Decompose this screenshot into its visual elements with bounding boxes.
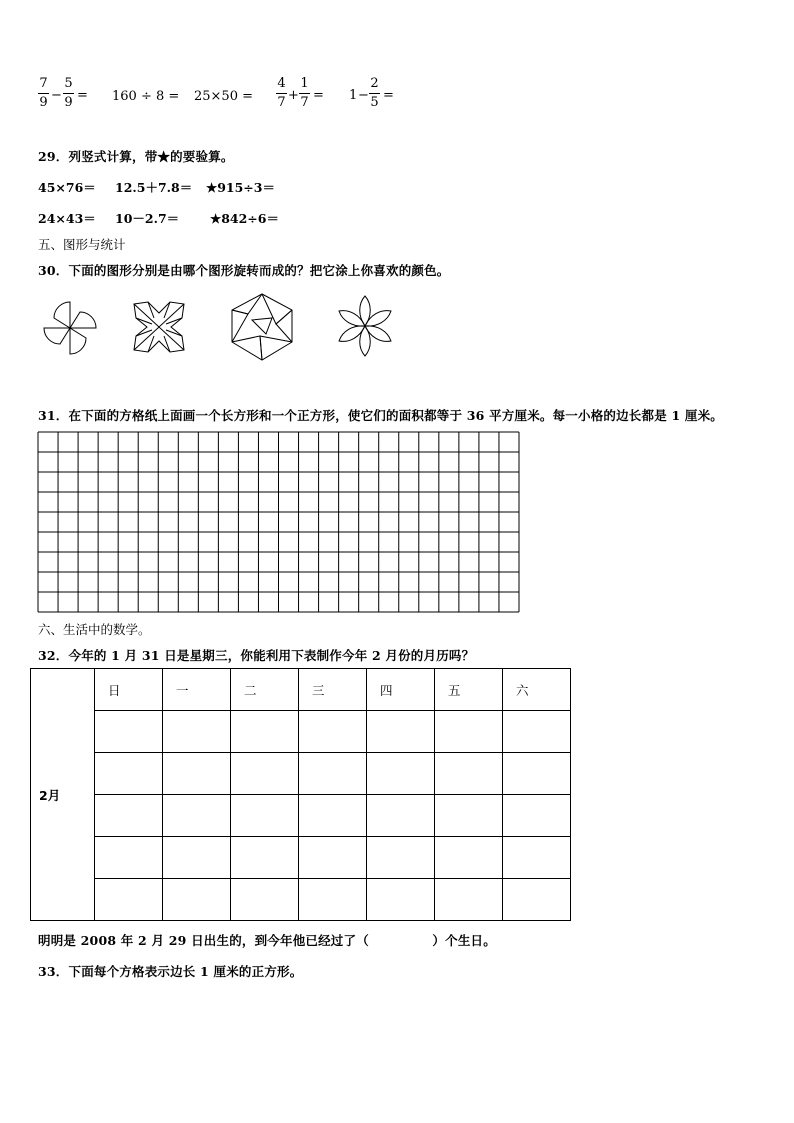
- date-cell[interactable]: [163, 711, 231, 753]
- calendar-week-row: [31, 711, 571, 753]
- date-cell[interactable]: [163, 879, 231, 921]
- numerator: 5: [64, 76, 73, 91]
- date-cell[interactable]: [299, 837, 367, 879]
- date-cell[interactable]: [299, 795, 367, 837]
- denominator: 5: [370, 95, 379, 110]
- date-cell[interactable]: [367, 837, 435, 879]
- date-cell[interactable]: [163, 753, 231, 795]
- question-29-title: 29．列竖式计算，带★的要验算。: [38, 149, 234, 164]
- date-cell[interactable]: [435, 711, 503, 753]
- weekday-header: 五: [435, 669, 503, 711]
- date-cell[interactable]: [231, 753, 299, 795]
- date-cell[interactable]: [299, 711, 367, 753]
- weekday-header: 二: [231, 669, 299, 711]
- birthday-question: [38, 931, 496, 949]
- month-label: 2月: [31, 669, 95, 921]
- date-cell[interactable]: [503, 795, 571, 837]
- calc-item: ★842÷6＝: [210, 211, 279, 226]
- calc-item: 45×76＝: [38, 180, 96, 195]
- date-cell[interactable]: [163, 837, 231, 879]
- calc-item: 12.5＋7.8＝: [115, 180, 193, 195]
- calendar-week-row: [31, 879, 571, 921]
- equals-sign: =: [77, 88, 88, 103]
- pinwheel-figure: [36, 300, 106, 356]
- calendar-week-row: [31, 837, 571, 879]
- equals-sign: =: [313, 88, 324, 103]
- calc-item: 24×43＝: [38, 211, 96, 226]
- date-cell[interactable]: [503, 753, 571, 795]
- question-30-title: 30．下面的图形分别是由哪个图形旋转而成的？把它涂上你喜欢的颜色。: [38, 263, 450, 278]
- date-cell[interactable]: [503, 879, 571, 921]
- date-cell[interactable]: [231, 711, 299, 753]
- numerator: 2: [370, 76, 379, 91]
- weekday-header: 一: [163, 669, 231, 711]
- numerator: 1: [300, 76, 309, 91]
- date-cell[interactable]: [231, 879, 299, 921]
- section-5-heading: 五、图形与统计: [38, 237, 126, 252]
- expr-multiplication: 25×50 =: [194, 89, 254, 104]
- fraction: [299, 76, 310, 111]
- expr-division: 160 ÷ 8 =: [112, 89, 180, 104]
- date-cell[interactable]: [435, 879, 503, 921]
- numerator: 7: [39, 76, 48, 91]
- fraction: [369, 76, 380, 111]
- denominator: 7: [277, 95, 286, 110]
- date-cell[interactable]: [299, 753, 367, 795]
- date-cell[interactable]: [367, 795, 435, 837]
- weekday-header: 六: [503, 669, 571, 711]
- date-cell[interactable]: [95, 795, 163, 837]
- date-cell[interactable]: [231, 795, 299, 837]
- birthday-note-prefix: 明明是 2008 年 2 月 29 日出生的，到今年他已经过了（: [38, 933, 369, 948]
- calendar-week-row: [31, 753, 571, 795]
- section-6-heading: 六、生活中的数学。: [38, 622, 151, 637]
- date-cell[interactable]: [435, 837, 503, 879]
- numerator: 4: [277, 76, 286, 91]
- date-cell[interactable]: [95, 753, 163, 795]
- date-cell[interactable]: [435, 795, 503, 837]
- denominator: 7: [300, 95, 309, 110]
- fraction: [276, 76, 287, 111]
- calendar-week-row: [31, 795, 571, 837]
- date-cell[interactable]: [503, 837, 571, 879]
- operator: +: [288, 88, 299, 103]
- square-grid-paper[interactable]: [37, 431, 520, 613]
- question-33-title: 33．下面每个方格表示边长 1 厘米的正方形。: [38, 964, 303, 979]
- denominator: 9: [39, 95, 48, 110]
- calc-item: ★915÷3＝: [206, 180, 275, 195]
- whole-number: 1: [349, 88, 358, 103]
- date-cell[interactable]: [299, 879, 367, 921]
- fraction: [63, 76, 74, 111]
- question-31-title: 31．在下面的方格纸上面画一个长方形和一个正方形，使它们的面积都等于 36 平方厘米。每一小格的边长都是 1 厘米。: [38, 408, 723, 423]
- date-cell[interactable]: [367, 711, 435, 753]
- date-cell[interactable]: [163, 795, 231, 837]
- weekday-header: 四: [367, 669, 435, 711]
- birthday-note-suffix: ）个生日。: [432, 933, 496, 948]
- hexagon-star-figure: [226, 292, 298, 362]
- date-cell[interactable]: [367, 753, 435, 795]
- operator: −: [358, 88, 369, 103]
- date-cell[interactable]: [435, 753, 503, 795]
- date-cell[interactable]: [95, 879, 163, 921]
- calc-item: 10－2.7＝: [115, 211, 180, 226]
- weekday-header: 三: [299, 669, 367, 711]
- answer-blank[interactable]: [369, 933, 433, 948]
- fraction: [38, 76, 49, 111]
- x-shape-figure: [128, 298, 190, 356]
- flower-figure: [330, 294, 400, 358]
- date-cell[interactable]: [231, 837, 299, 879]
- denominator: 9: [64, 95, 73, 110]
- operator: −: [51, 88, 62, 103]
- equals-sign: =: [383, 88, 394, 103]
- date-cell[interactable]: [95, 711, 163, 753]
- question-32-title: 32．今年的 1 月 31 日是星期三，你能利用下表制作今年 2 月份的月历吗？: [38, 648, 475, 663]
- weekday-header: 日: [95, 669, 163, 711]
- february-calendar-table: [30, 668, 571, 921]
- date-cell[interactable]: [95, 837, 163, 879]
- date-cell[interactable]: [503, 711, 571, 753]
- date-cell[interactable]: [367, 879, 435, 921]
